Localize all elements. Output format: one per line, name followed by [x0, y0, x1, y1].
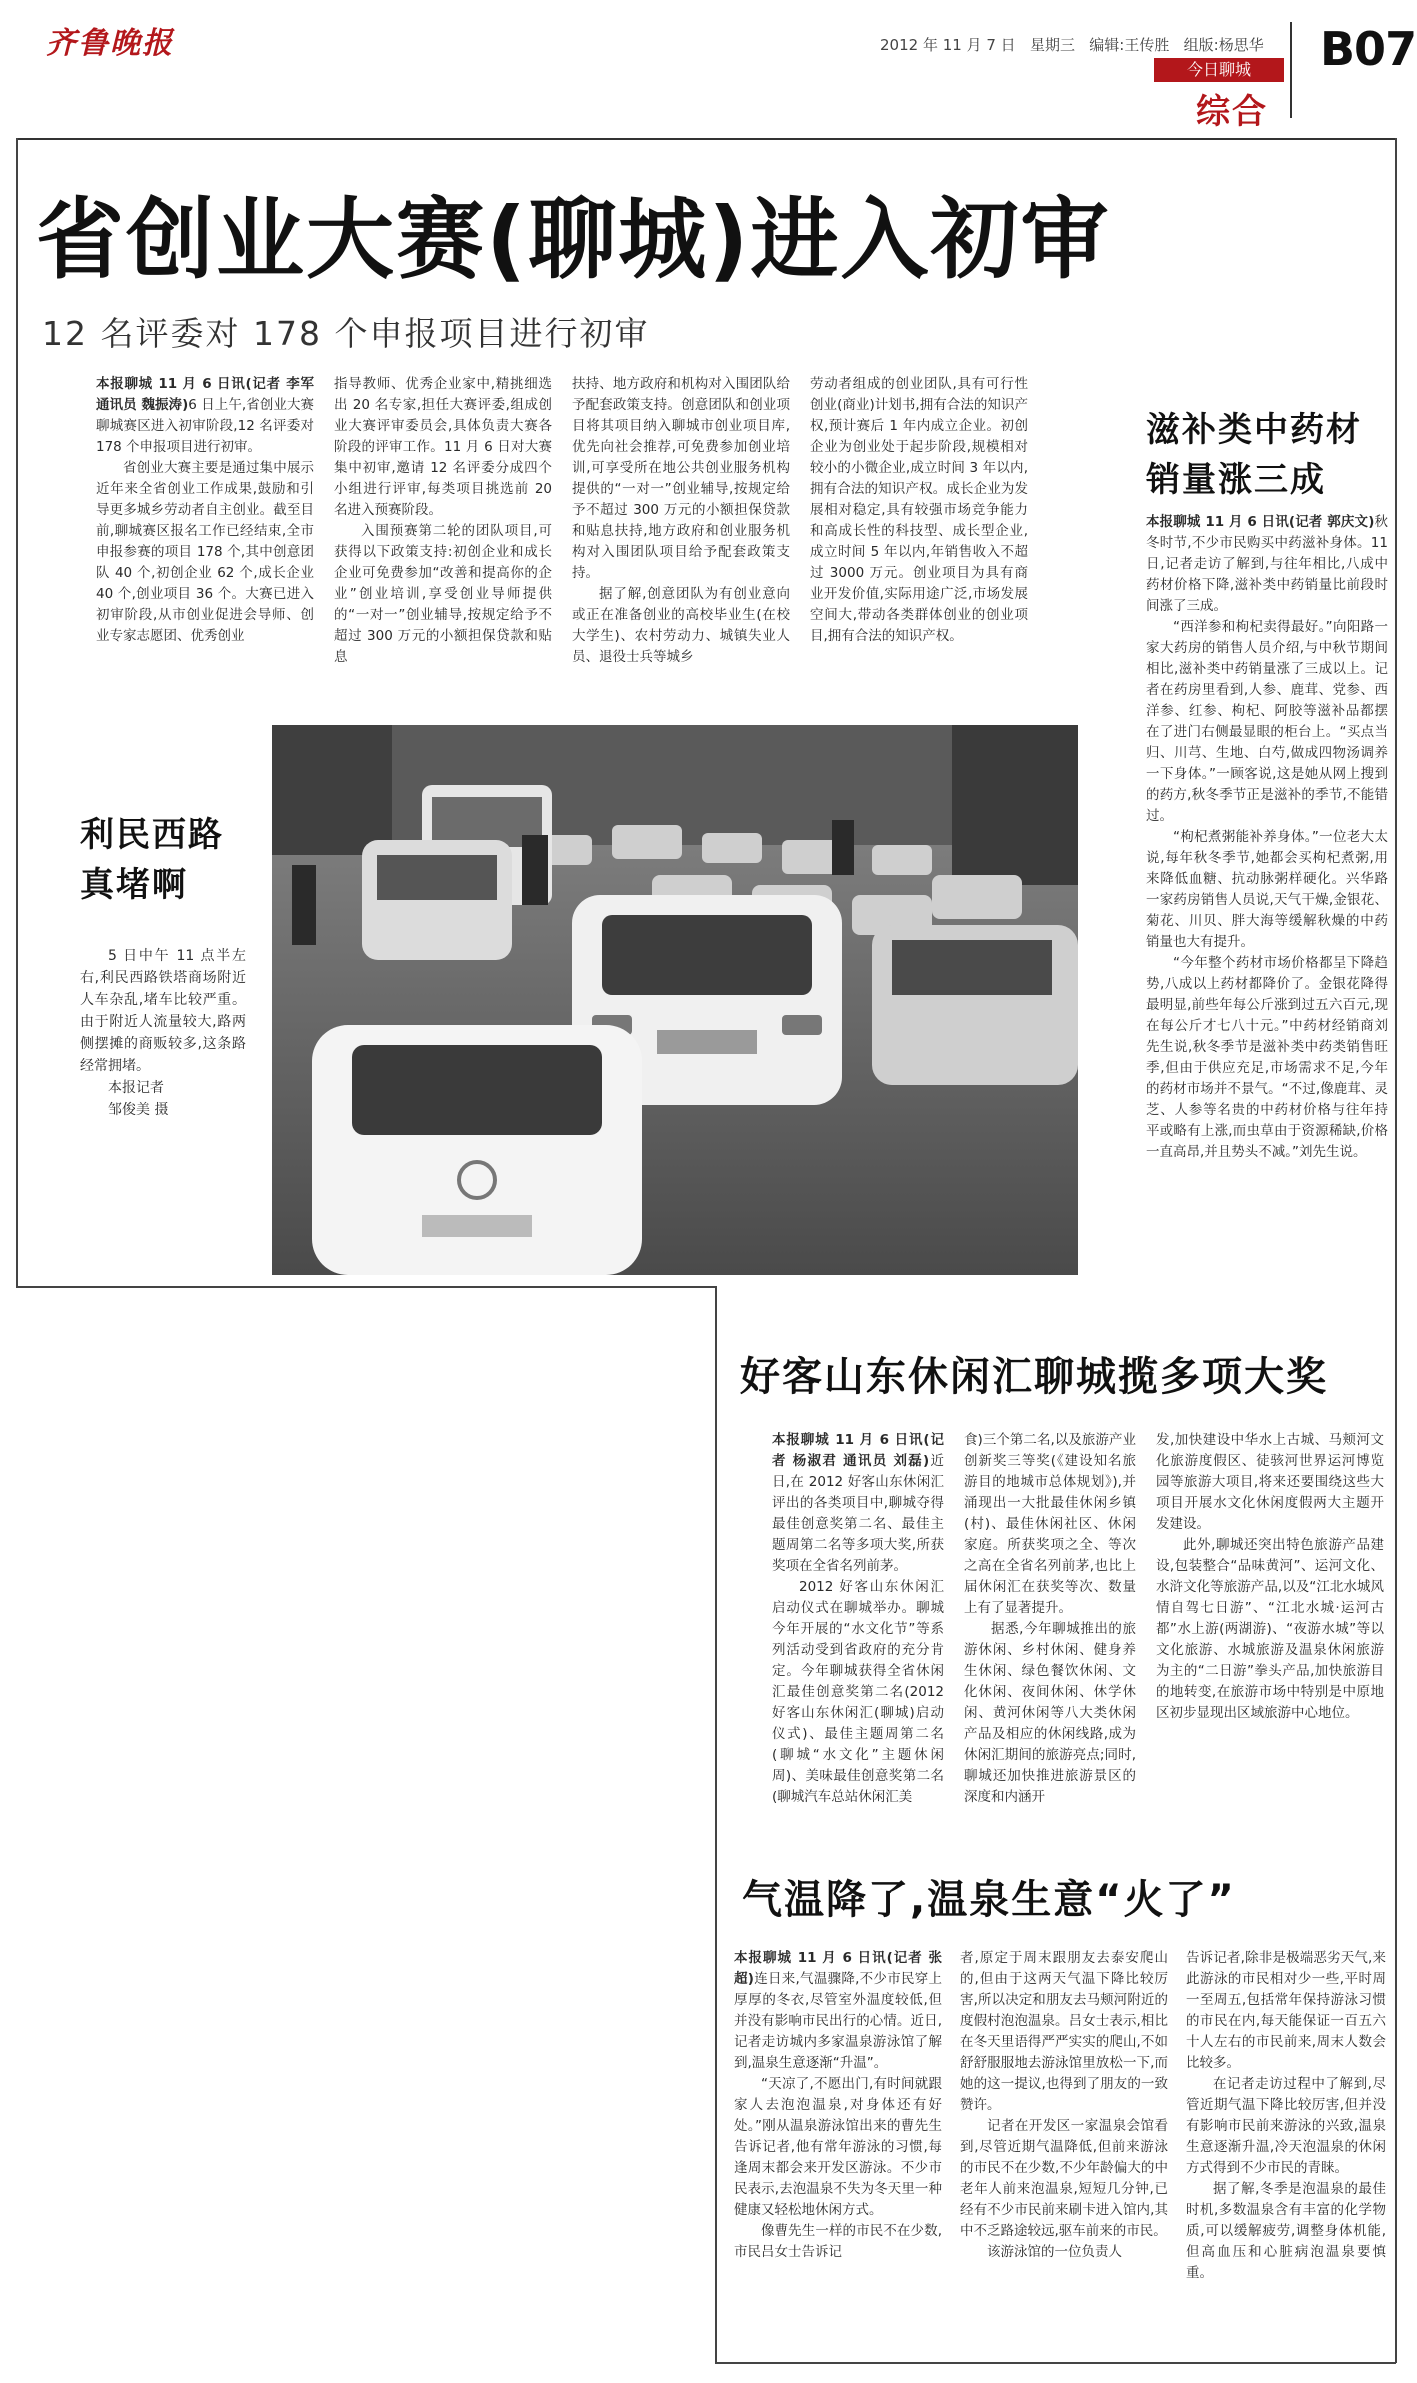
herbs-paragraph: “西洋参和枸杞卖得最好。”向阳路一家大药房的销售人员介绍,与中秋节期间相比,滋补类中药销量涨了三成以上。记者在药房里看到,人参、鹿茸、党参、西洋参、红参、枸杞、阿胶等滋补品都摆在了进门右侧最显眼的柜台上。“买点当归、川芎、生地、白芍,做成四物汤调养一下身体。”一顾客说,这是她从网上搜到的药方,秋冬季节正是滋补的季节,不能错过。 — [1146, 619, 1388, 824]
tourism-column-3 — [1156, 1430, 1384, 1830]
hotspring-paragraph: 该游泳馆的一位负责人 — [987, 2244, 1122, 2260]
page-meta — [880, 34, 1264, 55]
photo-caption: 5 日中午 11 点半左右,利民西路铁塔商场附近人车杂乱,堵车比较严重。由于附近人流量较大,路两侧摆摊的商贩较多,这条路经常拥堵。 本报记者 邹俊美 摄 — [80, 948, 246, 1118]
page-number: B07 — [1320, 22, 1417, 76]
lead-subheadline: 12 名评委对 178 个申报项目进行初审 — [42, 314, 650, 353]
tourism-paragraph: 食)三个第二名,以及旅游产业创新奖三等奖(《建设知名旅游目的地城市总体规划》),并涌现出一大批最佳休闲乡镇(村)、最佳休闲社区、休闲家庭。所获奖项之全、等次之高在全省名列前茅,也比上届休闲汇在获奖等次、数量上有了显著提升。 — [964, 1432, 1136, 1616]
hotspring-column-3 — [1186, 1948, 1386, 2353]
lead-column-3 — [572, 374, 790, 714]
photo-story-title: 利民西路 真堵啊 — [80, 815, 224, 905]
hotspring-paragraph: 告诉记者,除非是极端恶劣天气,来此游泳的市民相对少一些,平时周一至周五,包括常年保持游泳习惯的市民在内,每天能保证一百五六十人左右的市民前来,周末人数会比较多。 — [1186, 1950, 1386, 2071]
lead-paragraph: 指导教师、优秀企业家中,精挑细选出 20 名专家,担任大赛评委,组成创业大赛评审委员会,具体负责大赛各阶段的评审工作。11 月 6 日对大赛集中初审,邀请 12 名评委分成四个小组进行评审,每类项目挑选前 20 名进入预赛阶段。 — [334, 376, 552, 518]
frame-mid-h — [16, 1286, 716, 1288]
lead-paragraph: 入围预赛第二轮的团队项目,可获得以下政策支持:初创企业和成长企业可免费参加“改善和提高你的企业”创业培训,享受创业导师提供的“一对一”创业辅导,按规定给予不超过 300 万元的小额担保贷款和贴息 — [334, 523, 552, 665]
lead-paragraph: 据了解,创意团队为有创业意向或正在准备创业的高校毕业生(在校大学生)、农村劳动力、城镇失业人员、退役士兵等城乡 — [572, 586, 790, 665]
tourism-paragraph: 此外,聊城还突出特色旅游产品建设,包装整合“品味黄河”、运河文化、水浒文化等旅游产品,以及“江北水城风情自驾七日游”、“江北水城·运河古都”水上游(两湖游)、“夜游水城”等以文化旅游、水城旅游及温泉休闲旅游为主的“二日游”拳头产品,加快旅游目的地转变,在旅游市场中特别是中原地区初步显现出区域旅游中心地位。 — [1156, 1537, 1384, 1721]
frame-right — [1395, 138, 1397, 2363]
hotspring-paragraph: 在记者走访过程中了解到,尽管近期气温下降比较厉害,但并没有影响市民前来游泳的兴致,温泉生意逐渐升温,冷天泡温泉的休闲方式得到不少市民的青睐。 — [1186, 2076, 1386, 2176]
hotspring-paragraph: 据了解,冬季是泡温泉的最佳时机,多数温泉含有丰富的化学物质,可以缓解疲劳,调整身体机能,但高血压和心脏病泡温泉要慎重。 — [1186, 2181, 1386, 2281]
tourism-column-1: 本报聊城 11 月 6 日讯(记者 杨淑君 通讯员 刘磊)近日,在 2012 好客山东休闲汇评出的各类项目中,聊城夺得最佳创意奖第二名、最佳主题周第二名等多项大奖,所获奖项在全省名列前茅。 2012 好客山东休闲汇启动仪式在聊城举办。聊城今年开展的“水文化节”等系列活动受到省政府的充分肯定。今年聊城获得全省休闲汇最佳创意奖第二名(2012 好客山东休闲汇(聊城)启动仪式)、最佳主题周第二名(聊城“水文化”主题休闲周)、美味最佳创意奖第二名(聊城汽车总站休闲汇美 — [772, 1430, 944, 1830]
local-tag: 今日聊城 — [1154, 58, 1284, 82]
herbs-body: 本报聊城 11 月 6 日讯(记者 郭庆文)秋冬时节,不少市民购买中药滋补身体。11 日,记者走访了解到,与往年相比,八成中药材价格下降,滋补类中药销量比前段时间涨了三成。 “西洋参和枸杞卖得最好。”向阳路一家大药房的销售人员介绍,与中秋节期间相比,滋补类中药销量涨了三成以上。记者在药房里看到,人参、鹿茸、党参、西洋参、红参、枸杞、阿胶等滋补品都摆在了进门右侧最显眼的柜台上。“买点当归、川芎、生地、白芍,做成四物汤调养一下身体。”一顾客说,这是她从网上搜到的药方,秋冬季节正是滋补的季节,不能错过。 “枸杞煮粥能补养身体。”一位老大太说,每年秋冬季节,她都会买枸杞煮粥,用来降低血糖、抗动脉粥样硬化。兴华路一家药房销售人员说,天气干燥,金银花、菊花、川贝、胖大海等缓解秋燥的中药销量也大有提升。 “今年整个药材市场价格都呈下降趋势,八成以上药材都降价了。金银花降得最明显,前些年每公斤涨到过五六百元,现在每公斤才七八十元。”中药材经销商刘先生说,秋冬季节是滋补类中药类销售旺季,但由于供应充足,市场需求不足,今年的药材市场并不景气。“不过,像鹿茸、灵芝、人参等名贵的中药材价格与往年持平或略有上涨,而虫草由于资源稀缺,价格一直高昂,并且势头不减。”刘先生说。 — [1146, 512, 1388, 1282]
herbs-title: 滋补类中药材 销量涨三成 — [1146, 410, 1362, 500]
herbs-paragraph: “今年整个药材市场价格都呈下降趋势,八成以上药材都降价了。金银花降得最明显,前些年每公斤涨到过五六百元,现在每公斤才七八十元。”中药材经销商刘先生说,秋冬季节是滋补类中药类销售旺季,但由于供应充足,市场需求不足,今年的药材市场并不景气。“不过,像鹿茸、灵芝、人参等名贵的中药材价格与往年持平或略有上涨,而虫草由于资源稀缺,价格一直高昂,并且势头不减。”刘先生说。 — [1146, 955, 1388, 1160]
hotspring-byline: 本报聊城 11 月 6 日讯(记者 张超) — [734, 1950, 942, 1987]
section-name: 综合 — [1196, 92, 1268, 132]
herbs-paragraph: “枸杞煮粥能补养身体。”一位老大太说,每年秋冬季节,她都会买枸杞煮粥,用来降低血糖、抗动脉粥样硬化。兴华路一家药房销售人员说,天气干燥,金银花、菊花、川贝、胖大海等缓解秋燥的中药销量也大有提升。 — [1146, 829, 1388, 950]
tourism-paragraph: 2012 好客山东休闲汇启动仪式在聊城举办。聊城今年开展的“水文化节”等系列活动受到省政府的充分肯定。今年聊城获得全省休闲汇最佳创意奖第二名(2012 好客山东休闲汇(聊城)启动仪式)、最佳主题周第二名(聊城“水文化”主题休闲周)、美味最佳创意奖第二名(聊城汽车总站休闲汇美 — [772, 1579, 944, 1805]
traffic-jam-photo — [272, 725, 1078, 1275]
frame-bottom — [715, 2362, 1396, 2364]
hotspring-paragraph: 像曹先生一样的市民不在少数,市民吕女士告诉记 — [734, 2223, 942, 2260]
lead-paragraph: 劳动者组成的创业团队,具有可行性创业(商业)计划书,拥有合法的知识产权,预计赛后 1 年内成立企业。初创企业为创业处于起步阶段,规模相对较小的小微企业,成立时间 3 年以内,拥有合法的知识产权。成长企业为发展相对稳定,具有较强市场竞争能力和高成长性的科技型、成长型企业,成立时间 5 年以内,年销售收入不超过 3000 万元。创业项目为具有商业开发价值,实际用途广泛,市场发展空间大,带动各类群体创业的创业项目,拥有合法的知识产权。 — [810, 376, 1028, 644]
tourism-byline: 本报聊城 11 月 6 日讯(记者 杨淑君 通讯员 刘磊) — [772, 1432, 944, 1469]
lead-byline: 本报聊城 11 月 6 日讯(记者 李军 通讯员 魏振涛) — [96, 376, 314, 413]
frame-step-v — [715, 1286, 717, 2363]
header-rule — [16, 138, 1396, 140]
tourism-column-2 — [964, 1430, 1136, 1830]
hotspring-paragraph: 记者在开发区一家温泉会馆看到,尽管近期气温降低,但前来游泳的市民不在少数,不少年龄偏大的中老年人前来泡温泉,短短几分钟,已经有不少市民前来刷卡进入馆内,其中不乏路途较远,驱车前来的市民。 — [960, 2118, 1168, 2239]
hotspring-column-2 — [960, 1948, 1168, 2353]
hotspring-column-1: 本报聊城 11 月 6 日讯(记者 张超)连日来,气温骤降,不少市民穿上厚厚的冬衣,尽管室外温度较低,但并没有影响市民出行的心情。近日,记者走访城内多家温泉游泳馆了解到,温泉生意逐渐“升温”。 “天凉了,不愿出门,有时间就跟家人去泡泡温泉,对身体还有好处。”刚从温泉游泳馆出来的曹先生告诉记者,他有常年游泳的习惯,每逢周末都会来开发区游泳。不少市民表示,去泡温泉不失为冬天里一种健康又轻松地休闲方式。 像曹先生一样的市民不在少数,市民吕女士告诉记 — [734, 1948, 942, 2353]
lead-column-2 — [334, 374, 552, 714]
lead-paragraph: 扶持、地方政府和机构对入围团队给予配套政策支持。创意团队和创业项目将其项目纳入聊城市创业项目库,优先向社会推荐,可免费参加创业培训,可享受所在地公共创业服务机构提供的“一对一”创业辅导,按规定给予不超过 300 万元的小额担保贷款和贴息扶持,地方政府和创业服务机构对入围团队项目给予配套政策支持。 — [572, 376, 790, 581]
tourism-paragraph: 据悉,今年聊城推出的旅游休闲、乡村休闲、健身养生休闲、绿色餐饮休闲、文化休闲、夜间休闲、休学休闲、黄河休闲等八大类休闲产品及相应的休闲线路,成为休闲汇期间的旅游亮点;同时,聊城还加快推进旅游景区的深度和内涵开 — [964, 1621, 1136, 1805]
hotspring-paragraph: “天凉了,不愿出门,有时间就跟家人去泡泡温泉,对身体还有好处。”刚从温泉游泳馆出来的曹先生告诉记者,他有常年游泳的习惯,每逢周末都会来开发区游泳。不少市民表示,去泡温泉不失为冬天里一种健康又轻松地休闲方式。 — [734, 2076, 942, 2218]
hotspring-headline: 气温降了,温泉生意“火了” — [742, 1877, 1236, 1923]
herbs-byline: 本报聊城 11 月 6 日讯(记者 郭庆文) — [1146, 514, 1375, 530]
tourism-headline: 好客山东休闲汇聊城揽多项大奖 — [740, 1354, 1328, 1400]
lead-paragraph: 省创业大赛主要是通过集中展示近年来全省创业工作成果,鼓励和引导更多城乡劳动者自主创业。截至目前,聊城赛区报名工作已经结束,全市申报参赛的项目 178 个,其中创意团队 40 个,初创企业 62 个,成长企业 40 个,创业项目 36 个。大赛已进入初审阶段,从市创业促进会导师、创业专家志愿团、优秀创业 — [96, 460, 314, 644]
tourism-paragraph: 发,加快建设中华水上古城、马颊河文化旅游度假区、徒骇河世界运河博览园等旅游大项目,将来还要围绕这些大项目开展水文化休闲度假两大主题开发建设。 — [1156, 1432, 1384, 1532]
lead-column-1: 本报聊城 11 月 6 日讯(记者 李军 通讯员 魏振涛)6 日上午,省创业大赛聊城赛区进入初审阶段,12 名评委对 178 个申报项目进行初审。 省创业大赛主要是通过集中展示近年来全省创业工作成果,鼓励和引导更多城乡劳动者自主创业。截至目前,聊城赛区报名工作已经结束,全市申报参赛的项目 178 个,其中创意团队 40 个,初创企业 62 个,成长企业 40 个,创业项目 36 个。大赛已进入初审阶段,从市创业促进会导师、创业专家志愿团、优秀创业 — [96, 374, 314, 714]
hotspring-paragraph: 者,原定于周末跟朋友去泰安爬山的,但由于这两天气温下降比较厉害,所以决定和朋友去马颊河附近的度假村泡泡温泉。吕女士表示,相比在冬天里语得严严实实的爬山,不如舒舒服服地去游泳馆里放松一下,而她的这一提议,也得到了朋友的一致赞许。 — [960, 1950, 1168, 2113]
issue-date: 2012 年 11 月 7 日 — [880, 36, 1016, 54]
lead-headline: 省创业大赛(聊城)进入初审 — [36, 188, 1111, 291]
header-divider — [1290, 22, 1292, 118]
lead-column-4 — [810, 374, 1028, 714]
frame-left — [16, 138, 18, 1286]
editor: 编辑:王传胜 — [1089, 36, 1170, 54]
layout-editor: 组版:杨思华 — [1183, 36, 1264, 54]
weekday: 星期三 — [1029, 36, 1075, 54]
newspaper-logo: 齐鲁晚报 — [46, 26, 174, 61]
